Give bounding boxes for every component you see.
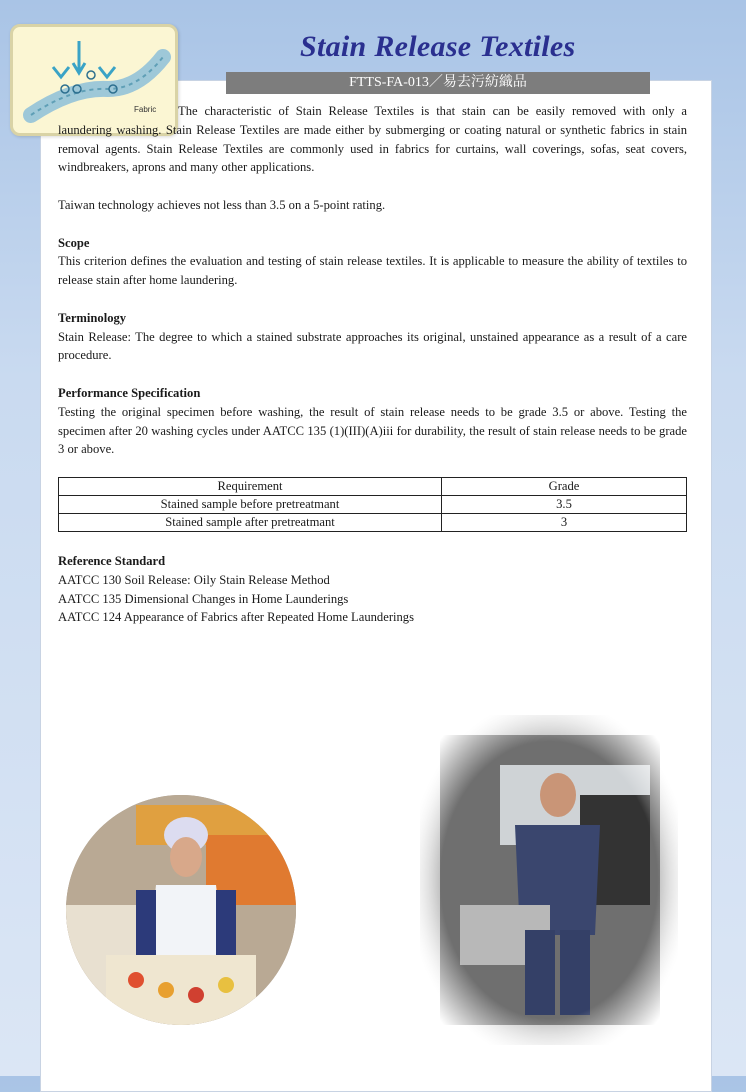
reference-heading: Reference Standard [58,554,166,568]
page-title: Stain Release Textiles [300,30,576,63]
table-header-cell: Requirement [59,478,442,496]
reference-item: AATCC 130 Soil Release: Oily Stain Release Method [58,572,330,587]
intro-paragraph: The characteristic of Stain Release Textiles is that stain can be easily removed with only a laundering washing. Stain Release Textiles are made either by submerging or coating natural or synthetic fabrics in stain removal agents. Stain Release Textiles are commonly used in fabrics for curtains, wall coverings, sofas, seat covers, windbreakers, aprons and many other applications. [58,104,687,175]
scope-paragraph: This criterion defines the evaluation and testing of stain release textiles. It is applicable to measure the ability of textiles to release stain after home laundering. [58,254,687,288]
table-cell: 3 [442,514,687,532]
document-code-bar: FTTS-FA-013／易去污紡織品 [226,72,650,94]
table-header-cell: Grade [442,478,687,496]
document-body [58,102,687,459]
logo-label: Fabric [134,105,157,114]
reference-item: AATCC 124 Appearance of Fabrics after Repeated Home Launderings [58,610,415,625]
performance-heading: Performance Specification [58,385,201,400]
performance-paragraph: Testing the original specimen before washing, the result of stain release needs to be grade 3.5 or above. Testing the specimen after 20 washing cycles under AATCC 135 (1)(III)(A)iii for durability, the result of stain release needs to be grade 3 or above. [58,404,687,457]
table-cell: Stained sample before pretreatmant [59,496,442,514]
rating-paragraph: Taiwan technology achieves not less than 3.5 on a 5-point rating. [58,197,386,212]
requirement-table [58,477,687,532]
table-row [59,514,687,532]
mechanic-photo [420,715,678,1045]
table-cell: Stained sample after pretreatmant [59,514,442,532]
terminology-heading: Terminology [58,310,127,325]
table-header-row [59,478,687,496]
reference-section [58,552,687,627]
food-worker-photo [66,795,296,1025]
table-cell: 3.5 [442,496,687,514]
terminology-paragraph: Stain Release: The degree to which a stained substrate approaches its original, unstained appearance as a result of a care procedure. [58,329,687,363]
reference-item: AATCC 135 Dimensional Changes in Home Launderings [58,591,349,606]
table-row [59,496,687,514]
scope-heading: Scope [58,235,90,250]
